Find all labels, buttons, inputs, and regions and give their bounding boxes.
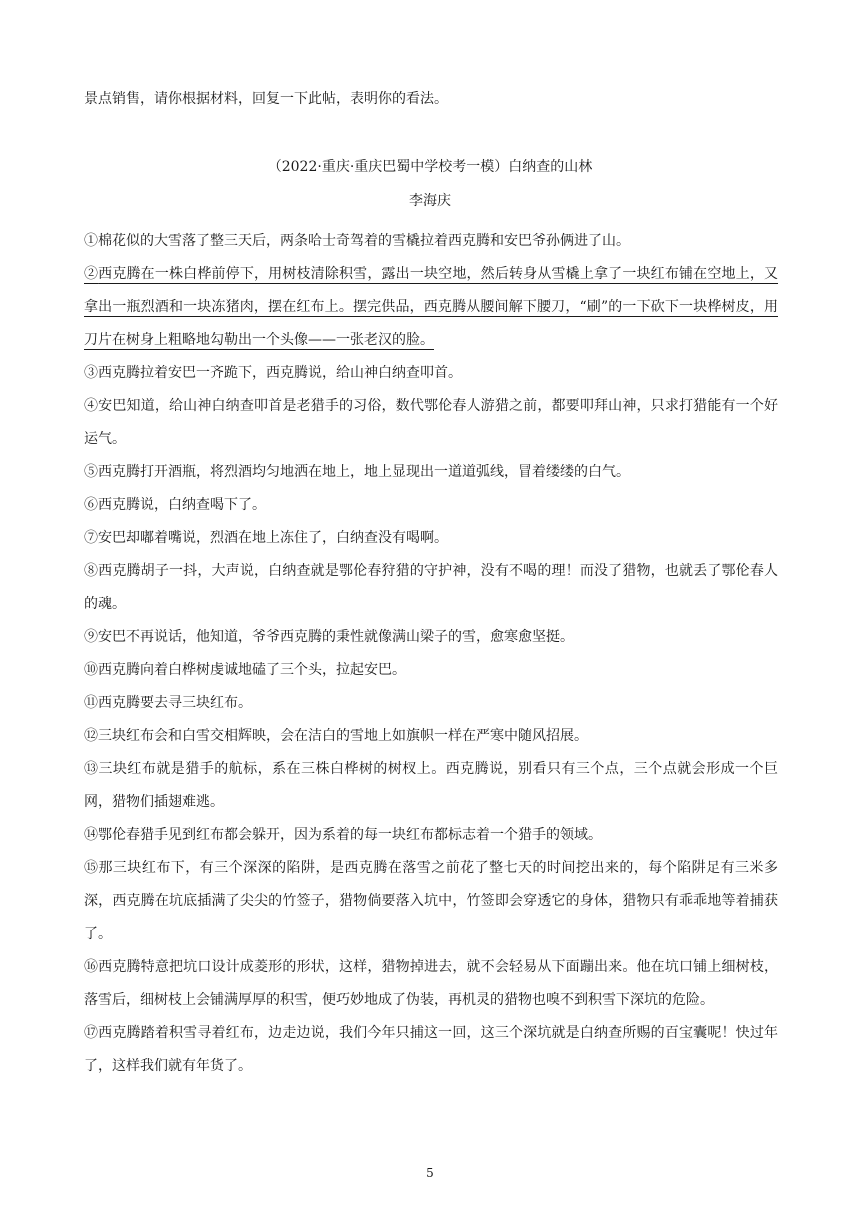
paragraph-7: ⑦安巴却嘟着嘴说，烈酒在地上冻住了，白纳查没有喝啊。 — [84, 530, 448, 546]
paragraph-10: ⑩西克腾向着白桦树虔诚地磕了三个头，拉起安巴。 — [84, 662, 406, 678]
paragraph-9: ⑨安巴不再说话，他知道，爷爷西克腾的秉性就像满山梁子的雪，愈寒愈坚挺。 — [84, 629, 574, 645]
underlined-passage: ②西克腾在一株白桦前停下，用树枝清除积雪，露出一块空地，然后转身从雪橇上拿了一块红布铺在空地上，又拿出一瓶烈酒和一块冻猪肉，摆在红布上。摆完供品，西克腾从腰间解下腰刀，“刷”的一下砍下一块桦树皮，用刀片在树身上粗略地勾勒出一个头像——一张老汉的脸。 — [84, 266, 779, 348]
paragraph-3: ③西克腾拉着安巴一齐跪下，西克腾说，给山神白纳查叩首。 — [84, 365, 462, 381]
article-body — [84, 225, 778, 1083]
intro-text: 景点销售，请你根据材料，回复一下此帖，表明你的看法。 — [84, 91, 448, 107]
paragraph-14: ⑭鄂伦春猎手见到红布都会躲开，因为系着的每一块红布都标志着一个猎手的领域。 — [84, 827, 602, 843]
page-number: 5 — [426, 1166, 434, 1180]
article-title: （2022·重庆·重庆巴蜀中学校考一模）白纳查的山林 — [267, 159, 593, 175]
paragraph-11: ⑪西克腾要去寻三块红布。 — [84, 695, 252, 711]
paragraph-12: ⑫三块红布会和白雪交相辉映，会在洁白的雪地上如旗帜一样在严寒中随风招展。 — [84, 728, 588, 744]
paragraph-13: ⑬三块红布就是猎手的航标，系在三株白桦树的树杈上。西克腾说，别看只有三个点，三个点就会形成一个巨网，猎物们插翅难逃。 — [84, 761, 778, 810]
paragraph-8: ⑧西克腾胡子一抖，大声说，白纳查就是鄂伦春狩猎的守护神，没有不喝的理！而没了猎物，也就丢了鄂伦春人的魂。 — [84, 563, 779, 612]
paragraph-17: ⑰西克腾踏着积雪寻着红布，边走边说，我们今年只捕这一回，这三个深坑就是白纳查所赐的百宝囊呢！快过年了，这样我们就有年货了。 — [84, 1025, 779, 1074]
paragraph-16: ⑯西克腾特意把坑口设计成菱形的形状，这样，猎物掉进去，就不会轻易从下面蹦出来。他在坑口铺上细树枝，落雪后，细树枝上会铺满厚厚的积雪，便巧妙地成了伪装，再机灵的猎物也嗅不到积雪下深坑的危险。 — [84, 959, 779, 1008]
paragraph-4: ④安巴知道，给山神白纳查叩首是老猎手的习俗，数代鄂伦春人游猎之前，都要叩拜山神，只求打猎能有一个好运气。 — [84, 398, 779, 447]
paragraph-5: ⑤西克腾打开酒瓶，将烈酒均匀地洒在地上，地上显现出一道道弧线，冒着缕缕的白气。 — [84, 464, 630, 480]
paragraph-2 — [84, 258, 778, 357]
paragraph-6: ⑥西克腾说，白纳查喝下了。 — [84, 497, 266, 513]
article-author: 李海庆 — [409, 193, 451, 209]
paragraph-15: ⑮那三块红布下，有三个深深的陷阱，是西克腾在落雪之前花了整七天的时间挖出来的，每个陷阱足有三米多深，西克腾在坑底插满了尖尖的竹签子，猎物倘要落入坑中，竹签即会穿透它的身体，猎物只有乖乖地等着捕获了。 — [84, 860, 778, 942]
paragraph-1: ①棉花似的大雪落了整三天后，两条哈士奇驾着的雪橇拉着西克腾和安巴爷孙俩进了山。 — [84, 233, 630, 249]
